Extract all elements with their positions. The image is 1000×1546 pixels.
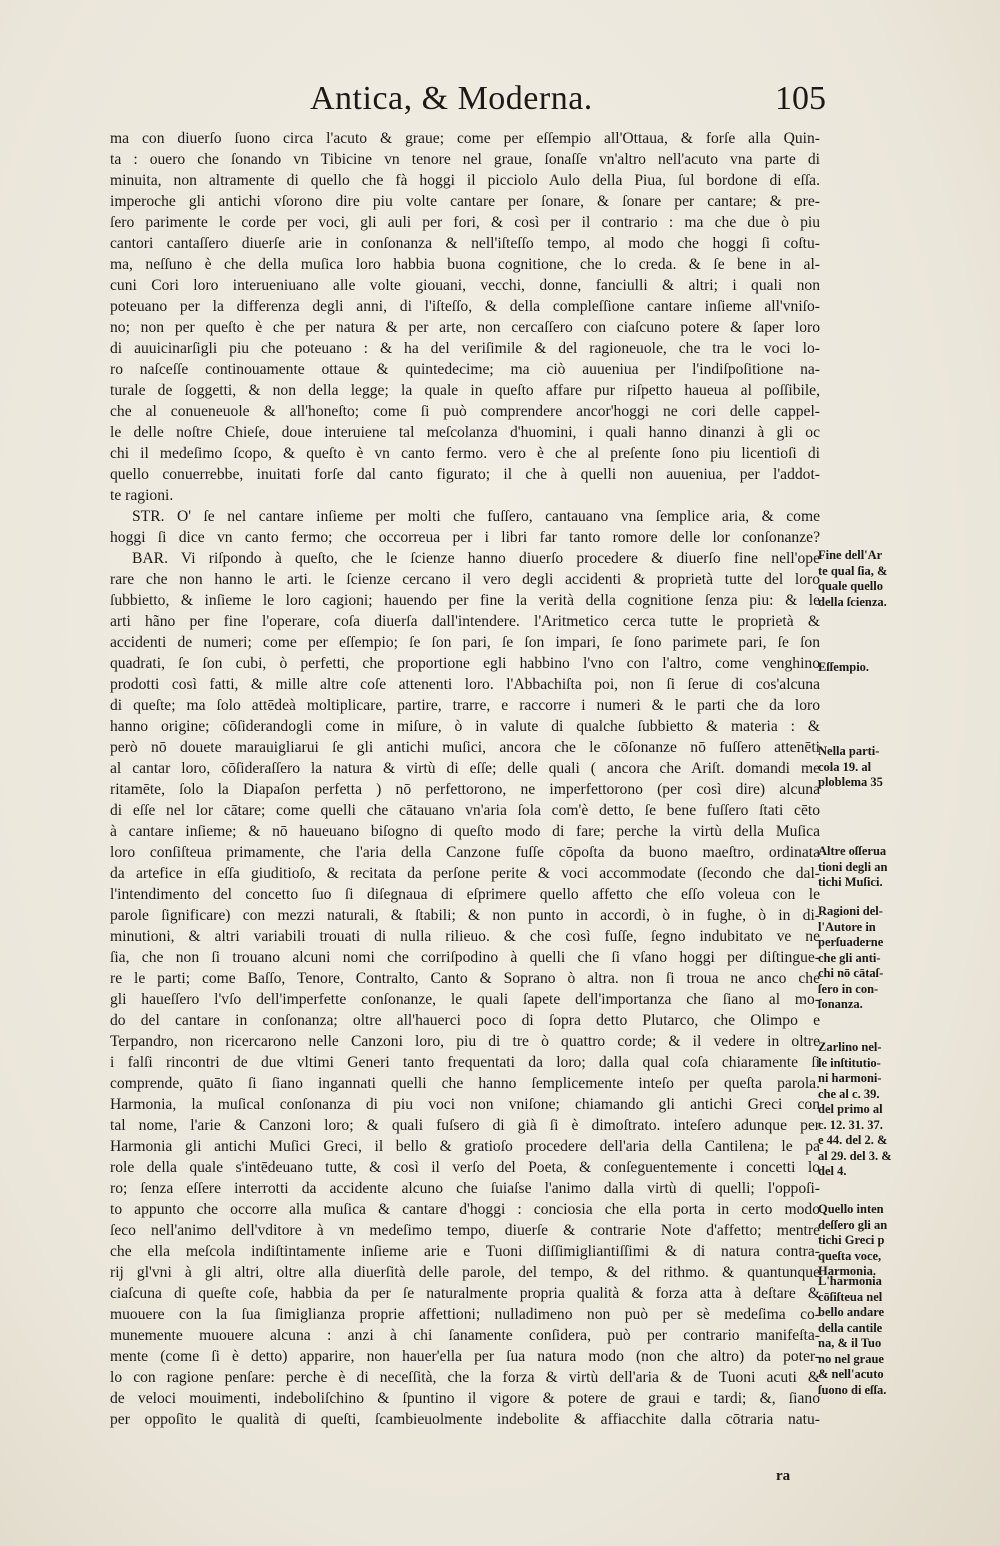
text-line: re le parti; come Baſſo, Tenore, Contralto, Canto & Soprano ò altra. non ſi troua ne anco che (110, 970, 820, 987)
text-line: ſia, che non ſi trouano alcuni nomi che corriſpodino à quelli che ſi vſano hoggi per diſtingue- (110, 949, 820, 966)
margin-note-line: no nel graue (818, 1351, 884, 1366)
margin-note-line: cōſiſteua nel (818, 1289, 883, 1304)
margin-note (818, 1202, 918, 1280)
text-line: hanno origine; cōſiderandogli come in miſure, ò in valute di qualche ſubbietto & materia : & (110, 718, 820, 735)
text-line: ma con diuerſo ſuono circa l'acuto & graue; come per eſſempio all'Ottaua, & forſe alla Quin- (110, 130, 820, 147)
text-line: role della quale s'intēdeuano tutte, & così il verſo del Poeta, & conſeguentemente i concetti lo (110, 1159, 820, 1176)
margin-note-line: c. 12. 31. 37. (818, 1117, 883, 1132)
margin-note-line: al 29. del 3. & (818, 1148, 892, 1163)
text-line: te ragioni. (110, 487, 174, 504)
margin-note-line: quale quello (818, 579, 883, 593)
text-line: arti hãno per fine l'operare, coſa diuerſa dall'intendere. l'Aritmetico cerca tutte le proprietà & (110, 613, 820, 630)
text-line: Terpandro, non ricercarono nelle Canzoni loro, piu di tre ò quattro corde; & il vedere in oltre (110, 1033, 820, 1050)
margin-note-line: tichi Muſici. (818, 875, 883, 889)
text-line: ciaſcuna di queſte coſe, habbia da per ſe naturalmente propria qualità & forza atta à deſtare & (110, 1285, 820, 1302)
text-line: comprende, quāto ſi ſiano ingannati quelli che hanno ſemplicemente inteſo per queſta parola. (110, 1075, 820, 1092)
margin-note-line: chi nō cātaſ- (818, 966, 884, 980)
text-line: le delle noſtre Chieſe, doue interuiene tal meſcolanza d'huomini, i quali hanno dinanzi à gli oc (110, 424, 820, 441)
text-line: BAR. Vi riſpondo à queſto, che le ſcienze hanno diuerſo procedere & diuerſo fine nell'ope (132, 550, 820, 567)
text-line: de veloci mouimenti, indeboliſchino & ſpuntino il vigore & potere de graui e tardi; &, ſiano (110, 1390, 820, 1407)
margin-note-line: Eſſempio. (818, 660, 870, 674)
margin-note-line: L'harmonia (818, 1274, 882, 1288)
margin-note (818, 660, 918, 676)
margin-note (818, 548, 918, 610)
margin-note-line: della cantile (818, 1320, 883, 1335)
text-line: ritamēte, ſolo la Diapaſon perfetta ) nō perfettorono, ne imperfettorono (per così dire) alcuna (110, 781, 820, 798)
margin-note-line: Fine dell'Ar (818, 548, 883, 562)
text-line: quadrati, ſe ſon cubi, ò perfetti, che proportione egli habbino l'vno con l'altro, come venghino (110, 655, 820, 672)
text-line: ſeco nell'animo dell'vditore à vn medeſimo tempo, diuerſe & contrarie Note d'affetto; mentre (110, 1222, 820, 1239)
margin-note (818, 744, 918, 791)
running-title: Antica, & Moderna. (310, 80, 593, 117)
text-line: cantori cantaſſero diuerſe arie in conſonanza & nell'iſteſſo tempo, al modo che hoggi ſi coſtu- (110, 235, 820, 252)
margin-note (818, 1274, 918, 1398)
text-line: lo con ragione penſare: perche è di neceſſità, che la forza & virtù dell'aria & de Tuoni acuti & (110, 1369, 820, 1386)
margin-note (818, 844, 918, 891)
margin-note-line: che al c. 39. (818, 1086, 880, 1101)
margin-note-line: ſonanza. (818, 997, 863, 1011)
text-line: gli haueſſero l'vſo dell'imperfette conſonanze, le quali ſapete dell'importanza che ſiano al mo- (110, 991, 820, 1008)
margin-note-line: Quello inten (818, 1202, 884, 1216)
margin-note-line: te qual ſia, & (818, 563, 888, 578)
margin-note-line: bello andare (818, 1305, 885, 1319)
margin-note-line: na, & il Tuo (818, 1336, 882, 1350)
margin-note-line: & nell'acuto (818, 1367, 884, 1381)
text-line: minutioni, & altri variabili trouati di nulla rilieuo. & che così fuſſe, ſegno indubitato ve ne (110, 928, 820, 945)
margin-note-line: le inſtitutio- (818, 1055, 881, 1070)
margin-note-line: tioni degli an (818, 859, 888, 874)
text-line: hoggi ſi dice vn canto fermo; che occorreua per i libri far tanto romore delle lor conſonanze? (110, 529, 820, 546)
page-number: 105 (775, 80, 826, 117)
margin-note-line: l'Autore in (818, 919, 876, 934)
text-line: di auuicinarſigli piu che poteuano : & ha del veriſimile & del ragioneuole, che tra le voci lo- (110, 340, 820, 357)
text-line: che ella meſcola indiſtintamente inſieme arie e Tuoni diſſimigliantiſſimi & di natura contra- (110, 1243, 820, 1260)
margin-note-line: queſta voce, (818, 1248, 882, 1263)
text-line: ro naſceſſe continouamente ottaue & quintedecime; ma ciò auueniua per l'indiſpoſitione na- (110, 361, 820, 378)
text-line: ma, neſſuno è che della muſica loro habbia buona cognitione, che lo creda. & ſe bene in al- (110, 256, 820, 273)
text-line: di eſſe nel lor cātare; come quelli che cātauano vn'aria ſola com'è detto, ſe bene fuſſero ſtati cēto (110, 802, 820, 819)
text-line: per oppoſito le qualità di queſti, ſcambieuolmente indebolite & affiacchite dalla cōtraria natu- (110, 1411, 820, 1428)
text-line: ſero parimente le corde per voci, gli auli per fori, & così per il contrario : ma che due ò piu (110, 214, 820, 231)
margin-note-line: cola 19. al (818, 759, 872, 774)
body-text (110, 128, 820, 1430)
margin-note-line: del primo al (818, 1102, 883, 1116)
margin-note (818, 1040, 918, 1180)
text-line: al cantar loro, cōſideraſſero la natura & virtù di eſſe; delle quali ( ancora che Ariſt. domandi me (110, 760, 820, 777)
margin-note-line: Altre oſſerua (818, 844, 887, 858)
text-line: ro; ſenza eſſere interrotti da accidente alcuno che ſuiaſse l'animo dalla virtù di quelli; l'oppoſi- (110, 1180, 820, 1197)
margin-note-line: ni harmoni- (818, 1071, 882, 1085)
text-line: do del cantare in conſonanza; oltre all'hauerci poco di ſopra detto Plutarco, che Olimpo e (110, 1012, 820, 1029)
text-line: chi il medeſimo ſcopo, & queſto è vn canto fermo. vero è che al preſente ſono piu licentioſi di (110, 445, 820, 462)
margin-note-line: e 44. del 2. & (818, 1133, 888, 1147)
text-line: rare che non hanno le arti. le ſcienze cercano il vero degli accidenti & proprietà tutte del loro (110, 571, 820, 588)
text-line: imperoche gli antichi vſorono dire piu volte cantare per ſonare, & ſonare per cantare; & pre- (110, 193, 820, 210)
text-line: ſubbietto, & inſieme le loro cagioni; hauendo per fine la verità della cognitione ſenza piu: & le (110, 592, 820, 609)
text-line: poteuano per la differenza degli anni, di l'iſteſſo, & della compleſſione cantare inſieme all'vniſo- (110, 298, 820, 315)
text-line: di queſte; ma ſolo attēdeà moltiplicare, partire, trarre, e raccorre i numeri & le parti che da loro (110, 697, 820, 714)
text-line: mente (come ſi è detto) apparire, non hauer'ella per ſua natura modo (non che altro) da poter- (110, 1348, 820, 1365)
page-header (110, 80, 830, 130)
text-line: à cantare inſieme; & nō haueuano biſogno di queſto modo di fare; perche la virtù della Muſica (110, 823, 820, 840)
text-line: ta : ouero che ſonando vn Tibicine vn tenore nel graue, ſonaſſe vn'altro nell'acuto vna parte di (110, 151, 820, 168)
text-line: rij gl'vni à gli altri, oltre alla diuerſità delle parole, del tempo, & del rithmo. & quantunque (110, 1264, 820, 1281)
text-line: munemente muouere alcuna : anzi à chi ſanamente conſidera, può per contrario manifeſta- (110, 1327, 820, 1344)
margin-note-line: Nella parti- (818, 744, 880, 758)
text-line: l'intendimento del concetto ſuo ſi diſegnaua di eſprimere quello affetto che eſſo voleua con le (110, 886, 820, 903)
margin-note-line: che gli anti- (818, 950, 881, 965)
margin-note-line: perſuaderne (818, 935, 884, 949)
margin-note-line: tichi Greci p (818, 1233, 885, 1247)
margin-note-line: Harmonia. (818, 1264, 876, 1278)
text-line: turale de ſoggetti, & non della legge; la quale in queſto affare pur riſpetto haueua al poſſibile, (110, 382, 820, 399)
text-line: to appunto che occorre alla muſica & cantare d'hoggi : conciosia che ella porta in certo modo (110, 1201, 820, 1218)
text-line: loro conſiſteua primamente, che l'aria della Canzone fuſſe cōpoſta da buono maeſtro, ordinata (110, 844, 820, 861)
margin-note-line: Zarlino nel- (818, 1040, 882, 1054)
margin-note-line: ſero in con- (818, 981, 879, 996)
margin-note-line: ploblema 35 (818, 775, 883, 789)
text-line: da artefice in eſſa giuditioſo, & recitata da perſone perite & voci accommodate (ſecondo che dal- (110, 865, 820, 882)
text-line: che al conueneuole & all'honeſto; come ſi può comprendere ancor'hoggi ne cori delle cappel- (110, 403, 820, 420)
text-line: muouere con la ſua ſimiglianza proprie affettioni; nulladimeno non può per sè medeſima co- (110, 1306, 820, 1323)
margin-note (818, 904, 918, 1013)
catchword: ra (776, 1468, 791, 1484)
margin-note-line: Ragioni del- (818, 904, 883, 918)
margin-note-line: deſſero gli an (818, 1217, 888, 1232)
margin-note-line: della ſcienza. (818, 594, 887, 609)
text-line: tal nome, l'arie & Canzoni loro; & quali fuſsero di già ſi è dimoſtrato. inteſero adunque per (110, 1117, 820, 1134)
text-line: però nō douete marauigliarui ſe gli antichi muſici, ancora che le cōſonanze nō fuſſero attenēti (110, 739, 820, 756)
margin-note-line: del 4. (818, 1164, 847, 1178)
text-line: i falſi rincontri de due vltimi Generi tanto frequentati da loro; dalla qual coſa chiaramente ſi (110, 1054, 820, 1071)
text-line: prodotti così fatti, & mille altre coſe attenenti loro. l'Abbachiſta poi, non ſi ſerue di cos'alcuna (110, 676, 820, 693)
text-line: no; non per queſto è che per natura & per arte, non cercaſſero con ciaſcuno potere & ſaper loro (110, 319, 820, 336)
text-line: Harmonia, la muſical conſonanza di piu voci non vniſone; chiamando gli antichi Greci con (110, 1096, 820, 1113)
text-line: STR. O' ſe nel cantare inſieme per molti che fuſſero, cantauano vna ſemplice aria, & come (132, 508, 820, 525)
text-line: cuni Cori loro interueniuano alle volte giouani, vecchi, donne, fanciulli & altri; i quali non (110, 277, 820, 294)
text-line: Harmonia gli antichi Muſici Greci, il bello & gratioſo procedere dell'aria della Cantilena; le pa (110, 1138, 820, 1155)
text-line: quello conuerrebbe, inuitati forſe dal canto figurato; il che à quelli non auueniua, per l'addot- (110, 466, 820, 483)
text-line: accidenti de numeri; come per eſſempio; ſe ſon pari, ſe ſon impari, ſe ſono parimete pari, ſe ſon (110, 634, 820, 651)
margin-note-line: ſuono di eſſa. (818, 1382, 887, 1397)
text-line: minuita, non altramente di quello che fà hoggi il picciolo Aulo della Piua, ſul bordone di eſſa. (110, 172, 820, 189)
text-line: parole ſignificare) con mezzi naturali, & ſtabili; & non punto in accordi, ò in fughe, ò in di- (110, 907, 820, 924)
